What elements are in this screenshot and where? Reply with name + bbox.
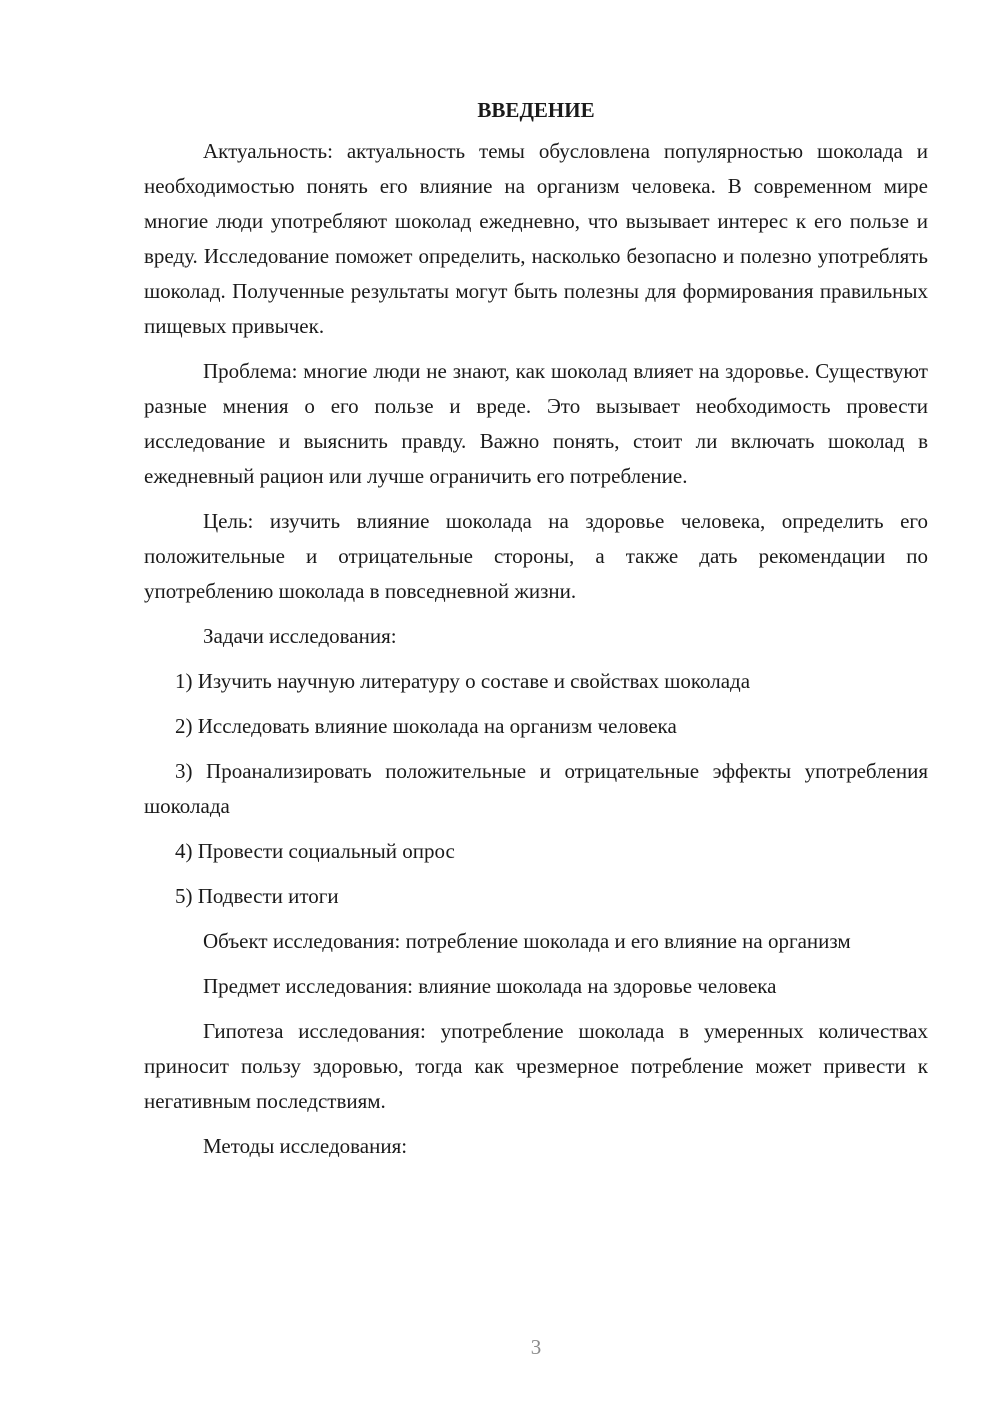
list-item: 3) Проанализировать положительные и отрицательные эффекты употребления шоколада bbox=[144, 759, 928, 818]
list-item: 5) Подвести итоги bbox=[175, 884, 339, 908]
paragraph-tasks-title: Задачи исследования: bbox=[203, 624, 397, 648]
paragraph-object: Объект исследования: потребление шоколада и его влияние на организм bbox=[203, 929, 851, 953]
list-item: 4) Провести социальный опрос bbox=[175, 839, 455, 863]
list-item: 1) Изучить научную литературу о составе и свойствах шоколада bbox=[175, 669, 751, 693]
paragraph-relevance: Актуальность: актуальность темы обусловлена популярностью шоколада и необходимостью понять его влияние на организм человека. В современном мире многие люди употребляют шоколад ежедневно, что вызывает интерес к его пользе и вреду. Исследование поможет определить, насколько безопасно и полезно употреблять шоколад. Полученные результаты могут быть полезны для формирования правильных пищевых привычек. bbox=[144, 139, 928, 338]
section-heading: ВВЕДЕНИЕ bbox=[477, 98, 595, 122]
tasks-list bbox=[144, 664, 928, 914]
paragraph-problem: Проблема: многие люди не знают, как шоколад влияет на здоровье. Существуют разные мнения о его пользе и вреде. Это вызывает необходимость провести исследование и выяснить правду. Важно понять, стоит ли включать шоколад в ежедневный рацион или лучше ограничить его потребление. bbox=[144, 359, 928, 488]
document-page bbox=[144, 93, 928, 1174]
page-number: 3 bbox=[530, 1335, 542, 1359]
paragraph-goal: Цель: изучить влияние шоколада на здоровье человека, определить его положительные и отрицательные стороны, а также дать рекомендации по употреблению шоколада в повседневной жизни. bbox=[144, 509, 928, 603]
list-item: 2) Исследовать влияние шоколада на организм человека bbox=[175, 714, 677, 738]
paragraph-methods-title: Методы исследования: bbox=[203, 1134, 408, 1158]
paragraph-subject: Предмет исследования: влияние шоколада на здоровье человека bbox=[203, 974, 777, 998]
paragraph-hypothesis: Гипотеза исследования: употребление шоколада в умеренных количествах приносит пользу здоровью, тогда как чрезмерное потребление может привести к негативным последствиям. bbox=[144, 1019, 928, 1113]
